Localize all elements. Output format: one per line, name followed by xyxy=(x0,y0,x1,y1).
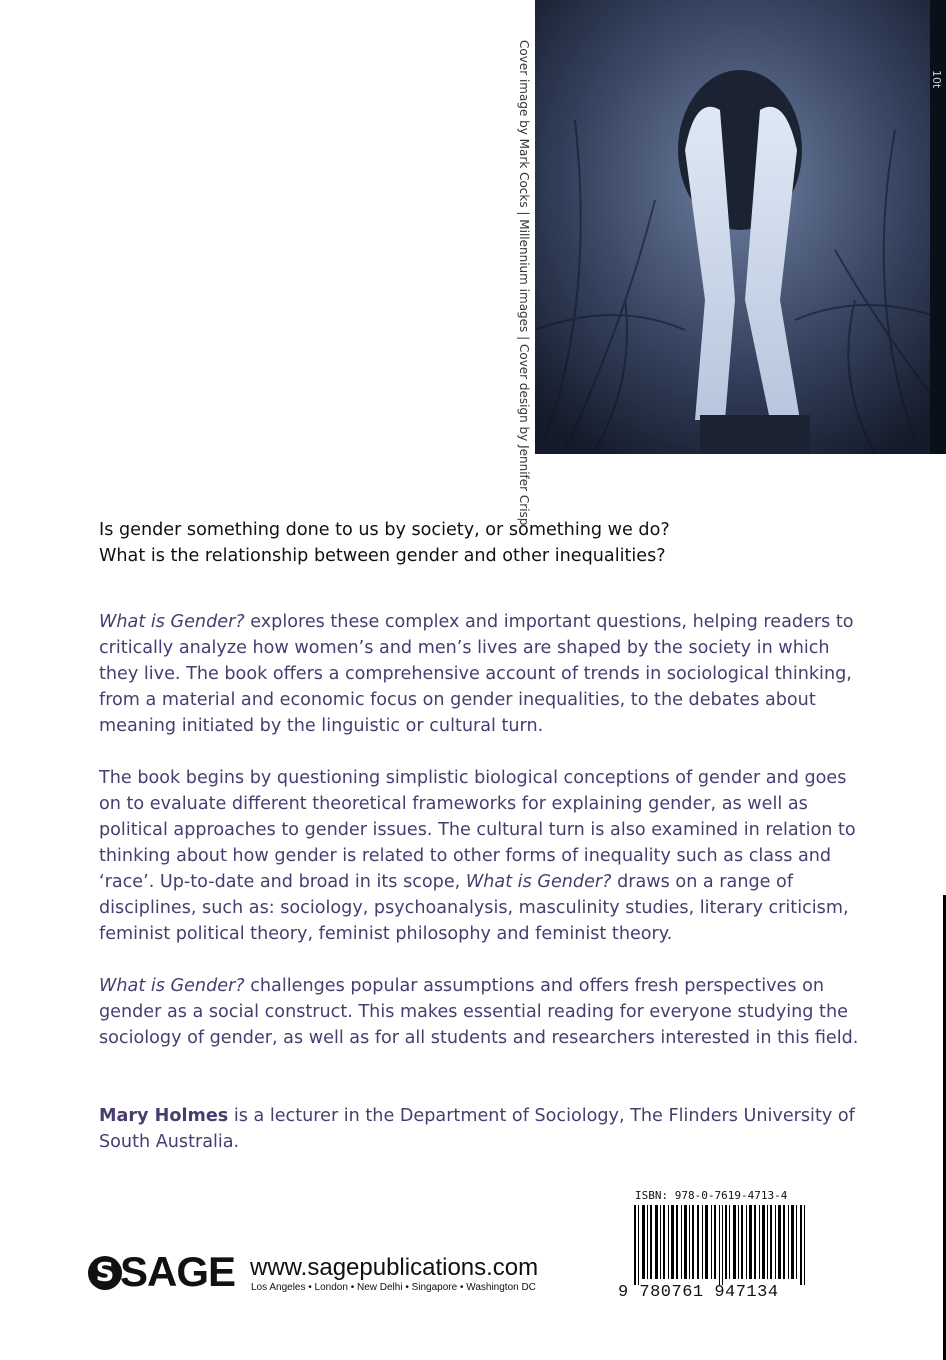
question-1: Is gender something done to us by society, or something we do? xyxy=(99,520,670,540)
publisher-url: www.sagepublications.com xyxy=(250,1254,539,1281)
bio-text: is a lecturer in the Department of Sociology, The Flinders University of South Australia. xyxy=(99,1106,855,1152)
book-title: What is Gender? xyxy=(99,976,245,996)
paragraph-text-before: The book begins by questioning simplistic biological conceptions of gender and goes on to evaluate different theoretical frameworks for explaining gender, as well as political approaches to gender issues. The cultural turn is also examined in relation to thinking about how gender is related to other forms of inequality such as class and ‘race’. Up-to-date and broad in its scope, xyxy=(99,768,856,892)
svg-text:10t: 10t xyxy=(930,70,943,89)
cover-photo-illustration xyxy=(535,0,946,454)
publisher-logo xyxy=(88,1248,548,1302)
isbn-barcode xyxy=(618,1187,815,1307)
author-name: Mary Holmes xyxy=(99,1106,229,1126)
cover-credit: Cover image by Mark Cocks | Millennium images | Cover design by Jennifer Crisp xyxy=(517,40,531,526)
author-bio xyxy=(99,1103,859,1155)
intro-questions xyxy=(99,517,859,569)
paragraph-text: explores these complex and important questions, helping readers to critically analyze how women’s and men’s lives are shaped by the society in which they live. The book offers a comprehensive account of trends in sociological thinking, from a material and economic focus on gender inequalities, to the debates about meaning initiated by the linguistic or cultural turn. xyxy=(99,612,854,736)
question-2: What is the relationship between gender and other inequalities? xyxy=(99,546,666,566)
barcode-number: 9 780761 947134 xyxy=(618,1283,779,1302)
description-paragraph-1 xyxy=(99,609,859,739)
book-title: What is Gender? xyxy=(99,612,245,632)
publisher-wordmark: SAGE xyxy=(120,1248,236,1295)
paragraph-text: challenges popular assumptions and offers fresh perspectives on gender as a social construct. This makes essential reading for everyone studying the sociology of gender, as well as for all students and researchers interested in this field. xyxy=(99,976,859,1048)
barcode-bars xyxy=(632,1205,812,1285)
cover-photo xyxy=(535,0,946,454)
description-paragraph-3 xyxy=(99,973,859,1051)
sage-logo-icon: S xyxy=(88,1256,122,1290)
publisher-cities: Los Angeles • London • New Delhi • Singapore • Washington DC xyxy=(251,1282,536,1293)
description-paragraph-2 xyxy=(99,765,859,947)
isbn-label: ISBN: 978-0-7619-4713-4 xyxy=(635,1189,788,1202)
book-title: What is Gender? xyxy=(465,872,612,892)
paragraph-text-after: draws on a range of disciplines, such as: sociology, psychoanalysis, masculinity studies, literary criticism, feminist political theory, feminist philosophy and feminist theory. xyxy=(99,872,849,944)
